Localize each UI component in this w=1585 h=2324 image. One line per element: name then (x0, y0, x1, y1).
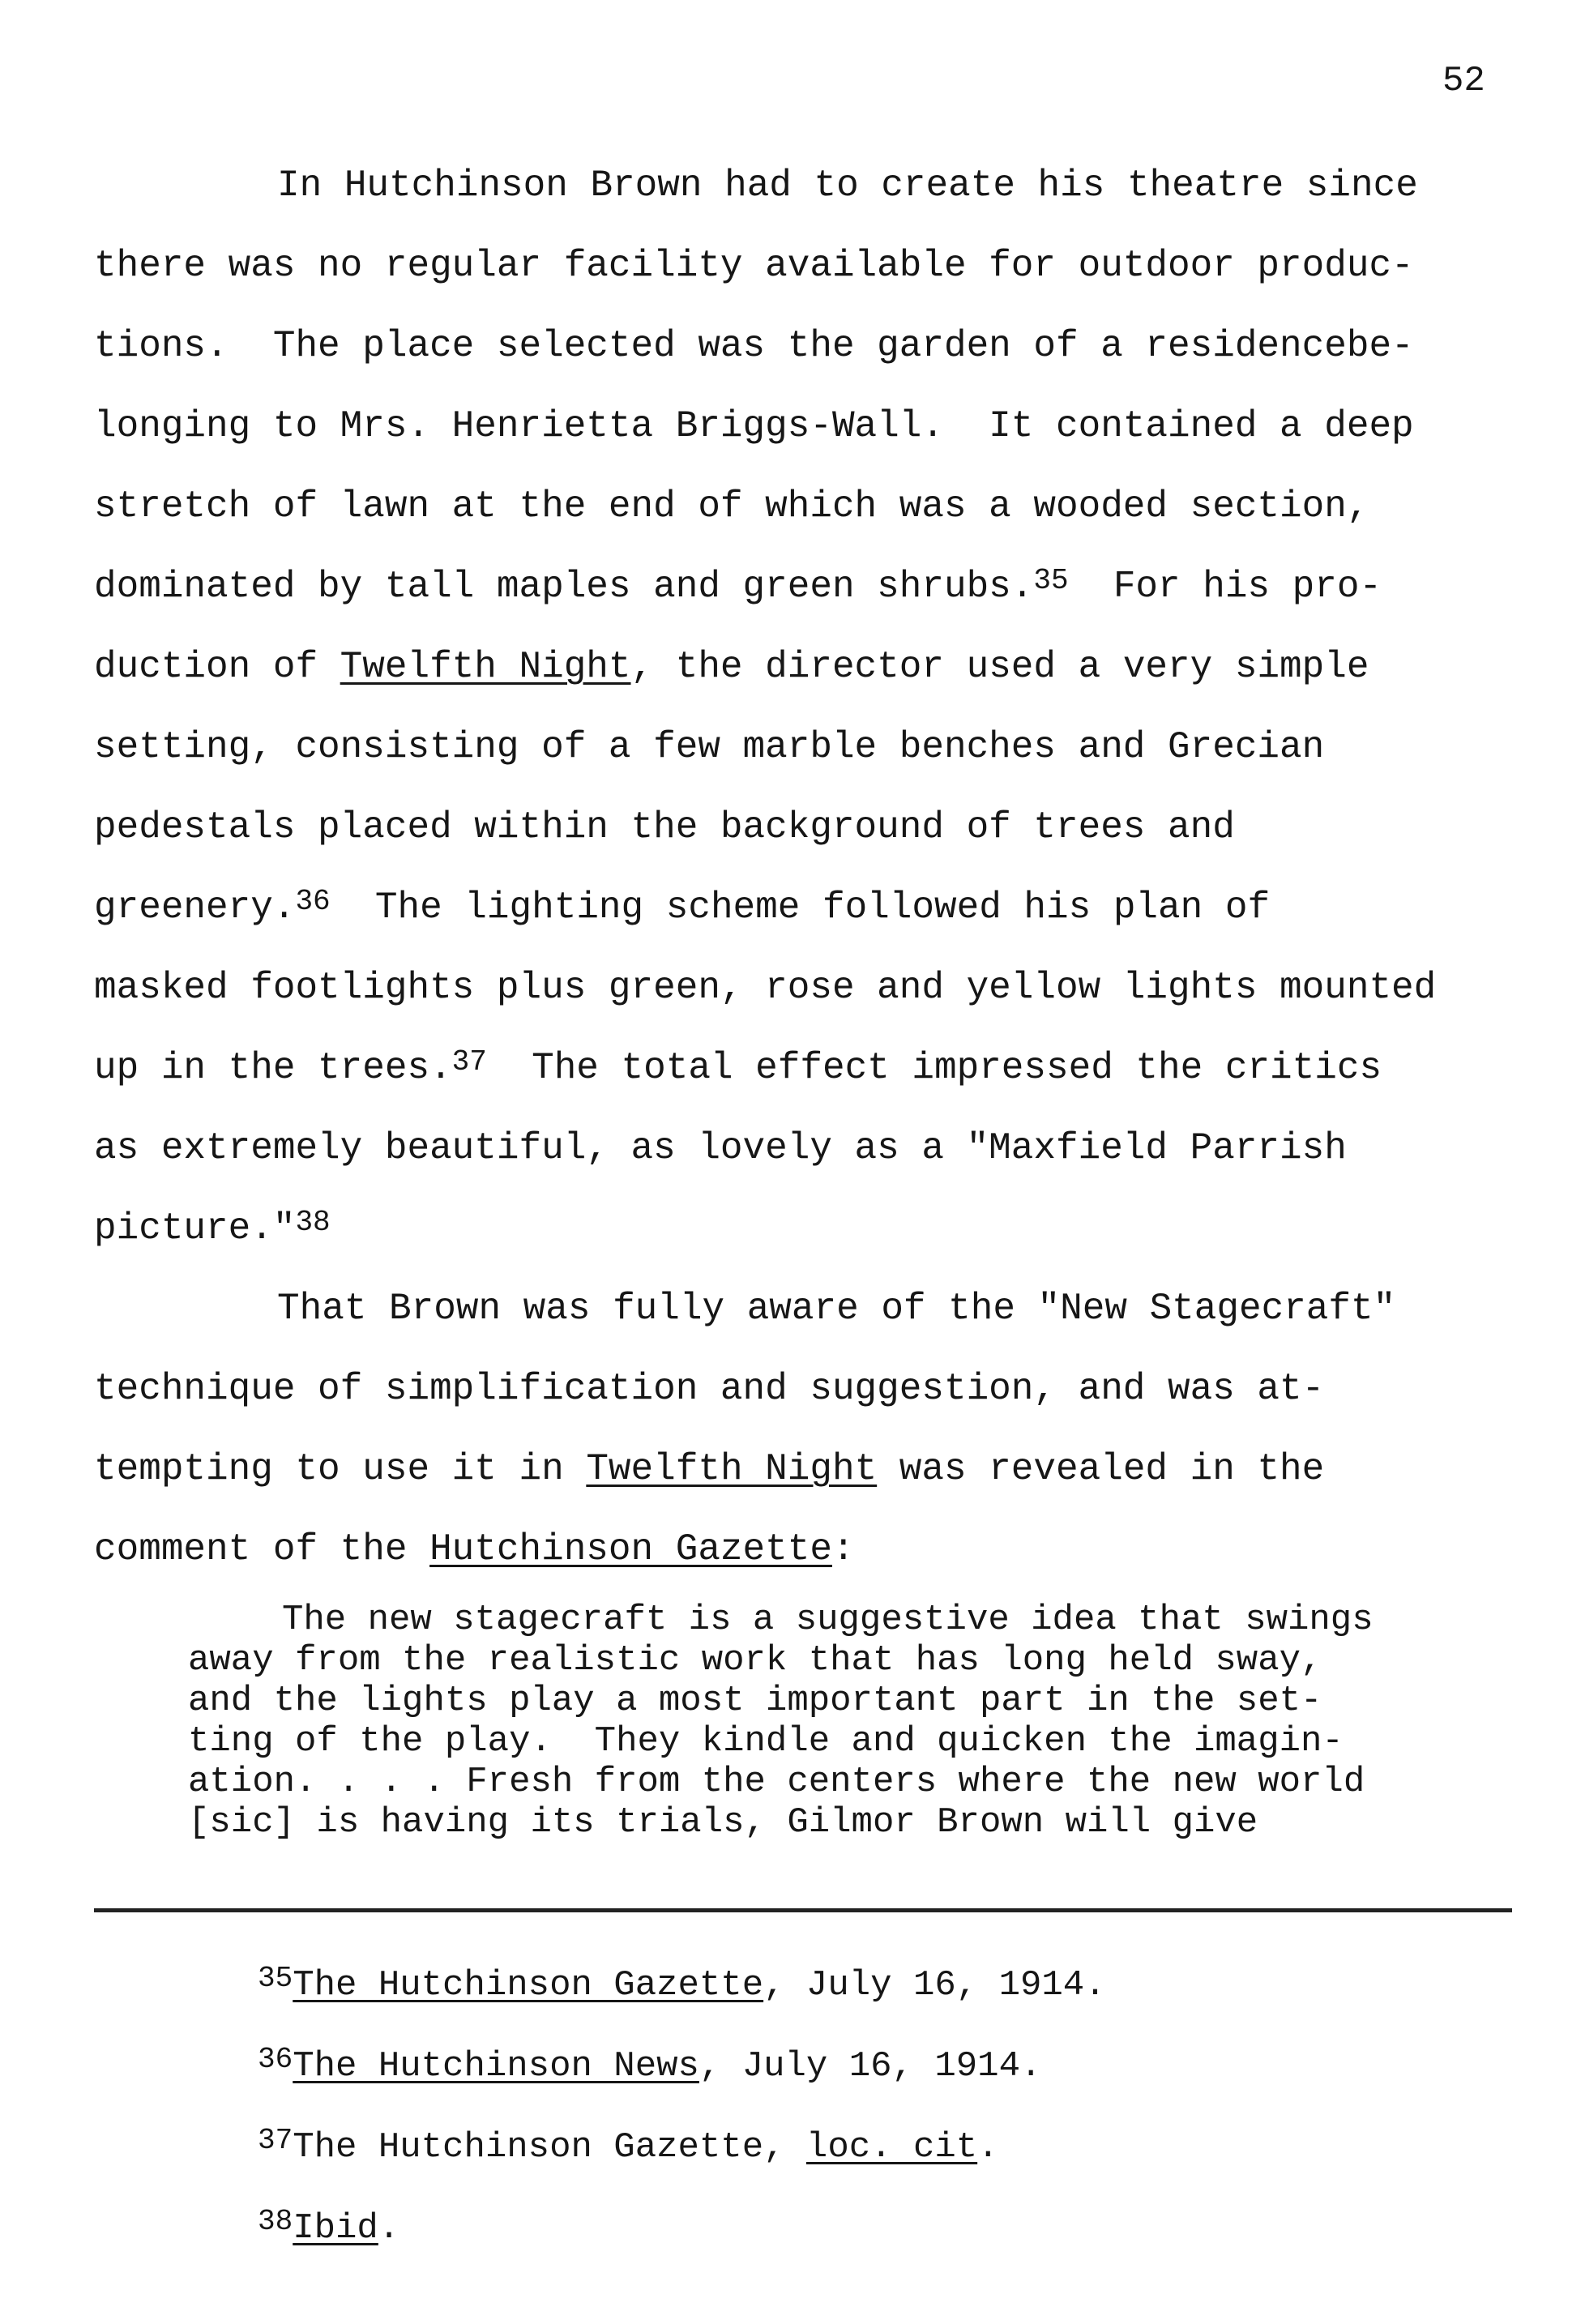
page-number: 52 (1442, 61, 1485, 101)
text-line (94, 1429, 1536, 1510)
text-run: The lighting scheme followed his plan of (330, 886, 1271, 929)
footnote-source: The Hutchinson Gazette (293, 1965, 764, 2006)
footnote-reference: 36 (295, 885, 331, 918)
quote-line: [sic] is having its trials, Gilmor Brown will give (188, 1802, 1258, 1843)
footnote-detail: . (378, 2208, 400, 2249)
text-run: greenery. (94, 886, 296, 929)
footnote-separator-rule (94, 1908, 1512, 1912)
footnote-reference: 38 (295, 1206, 331, 1239)
quote-line: The new stagecraft is a suggestive idea that swings (282, 1600, 1374, 1640)
text-run: stretch of lawn at the end of which was a wooded section, (94, 485, 1369, 528)
underlined-title: Hutchinson Gazette (429, 1528, 832, 1570)
text-run: technique of simplification and suggestion, and was at- (94, 1368, 1325, 1410)
text-run: setting, consisting of a few marble benches and Grecian (94, 726, 1325, 768)
footnote-reference: 35 (1033, 564, 1069, 597)
text-run: For his pro- (1068, 566, 1382, 608)
paragraph-2 (94, 1269, 1536, 1590)
text-line (94, 788, 1536, 868)
text-line (94, 1189, 1536, 1269)
footnote-number: 35 (258, 1962, 293, 1995)
text-line (94, 1510, 1536, 1590)
footnote-source: Ibid (293, 2208, 378, 2249)
text-run: That Brown was fully aware of the "New Stagecraft" (277, 1288, 1396, 1330)
body-text (94, 146, 1536, 1590)
text-line (94, 948, 1536, 1028)
text-line (94, 707, 1536, 788)
underlined-title: Twelfth Night (340, 646, 631, 688)
quote-line: away from the realistic work that has long held sway, (188, 1640, 1322, 1681)
text-run: : (831, 1528, 855, 1570)
text-run: as extremely beautiful, as lovely as a "Maxfield Parrish (94, 1127, 1347, 1169)
text-run: longing to Mrs. Henrietta Briggs-Wall. It contained a deep (94, 405, 1414, 447)
text-run: In Hutchinson Brown had to create his theatre since (277, 164, 1418, 207)
footnote-36 (258, 2026, 1473, 2107)
text-line (94, 1028, 1536, 1109)
text-line (94, 146, 1536, 226)
footnote-detail: . (977, 2127, 999, 2168)
footnote-37 (258, 2107, 1473, 2188)
text-run: there was no regular facility available for outdoor produc- (94, 245, 1414, 287)
text-line (94, 547, 1536, 627)
footnote-reference: 37 (451, 1045, 487, 1079)
footnote-source: The Hutchinson News (293, 2046, 699, 2087)
text-line (94, 1269, 1536, 1349)
text-line (94, 1349, 1536, 1429)
text-run: duction of (94, 646, 340, 688)
block-quote (188, 1600, 1517, 1843)
footnote-number: 36 (258, 2043, 293, 2076)
text-run: was revealed in the (877, 1448, 1325, 1490)
text-line (94, 306, 1536, 387)
footnotes (258, 1945, 1473, 2269)
text-line (94, 467, 1536, 547)
footnote-citation: loc. cit (805, 2127, 978, 2168)
text-run: comment of the (94, 1528, 430, 1570)
underlined-title: Twelfth Night (586, 1448, 878, 1490)
footnote-35 (258, 1945, 1473, 2026)
text-run: masked footlights plus green, rose and yellow lights mounted (94, 967, 1437, 1009)
text-line (94, 1109, 1536, 1189)
footnote-source: The Hutchinson Gazette, (293, 2127, 806, 2168)
text-line (94, 226, 1536, 306)
text-run: , the director used a very simple (630, 646, 1369, 688)
footnote-detail: , July 16, 1914. (699, 2046, 1042, 2087)
text-run: pedestals placed within the background of trees and (94, 806, 1235, 848)
text-run: The total effect impressed the critics (486, 1047, 1382, 1089)
text-run: dominated by tall maples and green shrubs. (94, 566, 1034, 608)
text-line (94, 627, 1536, 707)
footnote-detail: , July 16, 1914. (763, 1965, 1106, 2006)
text-run: tempting to use it in (94, 1448, 587, 1490)
text-run: tions. The place selected was the garden of a residencebe- (94, 325, 1414, 367)
text-line (94, 387, 1536, 467)
text-line (94, 868, 1536, 948)
quote-line: ting of the play. They kindle and quicken the imagin- (188, 1721, 1344, 1762)
text-run: up in the trees. (94, 1047, 452, 1089)
text-run: picture." (94, 1207, 296, 1250)
quote-line: ation. . . . Fresh from the centers where the new world (188, 1762, 1365, 1802)
footnote-number: 37 (258, 2124, 293, 2157)
footnote-number: 38 (258, 2205, 293, 2238)
paragraph-1 (94, 146, 1536, 1269)
quote-line: and the lights play a most important part in the set- (188, 1681, 1322, 1721)
footnote-38 (258, 2188, 1473, 2269)
